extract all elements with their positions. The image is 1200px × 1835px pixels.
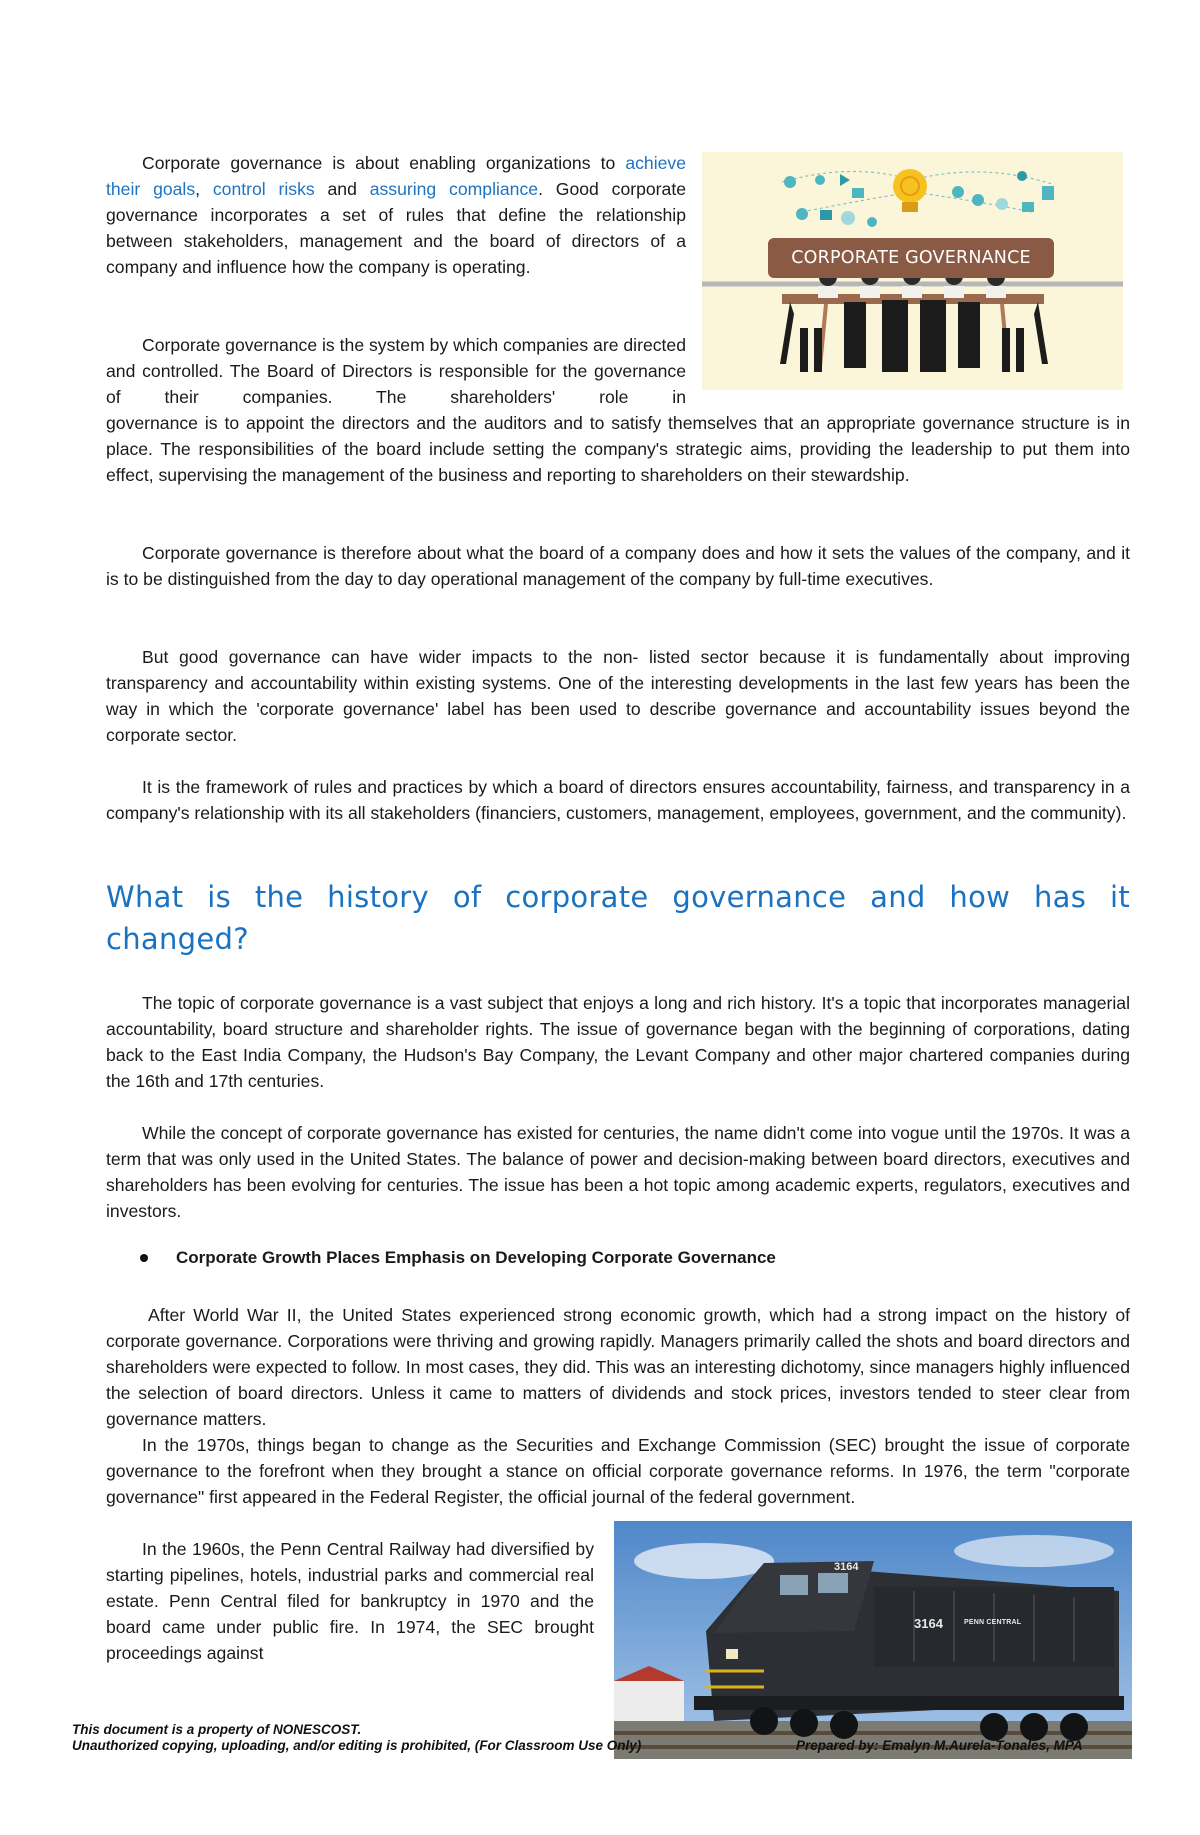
bullet-corporate-growth [136, 1246, 1036, 1270]
link-assuring-compliance[interactable]: assuring compliance [369, 179, 539, 199]
intro-paragraph-5: It is the framework of rules and practices by which a board of directors ensures accountability, fairness, and transparency in a company's relationship with its all stakeholders (financiers, customers, management, employees, government, and the community). [106, 777, 1130, 823]
history-paragraph-2: While the concept of corporate governance has existed for centuries, the name didn't come into vogue until the 1970s. It was a term that was only used in the United States. The balance of power and decision-making between board directors, executives and shareholders has been evolving for centuries. The issue has been a hot topic among academic experts, regulators, executives and investors. [106, 1123, 1130, 1221]
link-achieve-goals[interactable]: achieve their goals [106, 153, 686, 199]
intro-paragraph-3: Corporate governance is therefore about what the board of a company does and how it sets the values of the company, and it is to be distinguished from the day to day operational management of the company by full-time executives. [106, 543, 1130, 589]
bullet-dot-icon [140, 1254, 148, 1262]
link-control-risks[interactable]: control risks [212, 179, 315, 199]
footer-prepared-by: Prepared by: Emalyn M.Aurela-Tonales, MPA [796, 1738, 1083, 1753]
history-paragraph-3: After World War II, the United States experienced strong economic growth, which had a strong impact on the history of corporate governance. Corporations were thriving and growing rapidly. Managers primarily called the shots and board directors and shareholders were expected to follow. In most cases, they did. This was an interesting dichotomy, since managers highly influenced the selection of board directors. Unless it came to matters of dividends and stock prices, investors tended to steer clear from governance matters. [106, 1305, 1130, 1429]
train-number-label: 3164 [834, 1561, 859, 1573]
bullet-heading: Corporate Growth Places Emphasis on Developing Corporate Governance [176, 1248, 776, 1267]
corporate-governance-banner: CORPORATE GOVERNANCE [768, 238, 1054, 278]
footer-line-1: This document is a property of NONESCOST. [72, 1722, 362, 1737]
footer-notice [72, 1722, 712, 1754]
footer-line-2: Unauthorized copying, uploading, and/or editing is prohibited, (For Classroom Use Only) [72, 1738, 642, 1753]
history-paragraph-5: In the 1960s, the Penn Central Railway had diversified by starting pipelines, hotels, industrial parks and commercial real estate. Penn Central filed for bankruptcy in 1970 and the board came under public fire. In 1974, the SEC brought proceedings against [106, 1539, 594, 1663]
history-paragraph-4: In the 1970s, things began to change as the Securities and Exchange Commission (SEC) brought the issue of corporate governance to the forefront when they brought a stance on official corporate governance reforms. In 1976, the term "corporate governance" first appeared in the Federal Register, the official journal of the federal government. [106, 1435, 1130, 1507]
history-paragraph-1: The topic of corporate governance is a vast subject that enjoys a long and rich history. It's a topic that incorporates managerial accountability, board structure and shareholder rights. The issue of governance began with the beginning of corporations, dating back to the East India Company, the Hudson's Bay Company, the Levant Company and other major chartered companies during the 16th and 17th centuries. [106, 993, 1130, 1091]
history-heading: What is the history of corporate governance and how has it changed? [106, 880, 1130, 956]
train-number-side: 3164 [914, 1616, 943, 1631]
penn-central-logo: PENN CENTRAL [964, 1619, 1022, 1626]
intro-paragraph-1: Corporate governance is about enabling organizations to achieve their goals, control risks and assuring compliance. Good corporate governance incorporates a set of rules that define the relationship between stakeholders, management and the board of directors of a company and influence how the company is operating. [106, 153, 686, 277]
intro-paragraph-2-rest: governance is to appoint the directors and the auditors and to satisfy themselves that an appropriate governance structure is in place. The responsibilities of the board include setting the company's strategic aims, providing the leadership to put them into effect, supervising the management of the business and reporting to shareholders on their stewardship. [106, 413, 1130, 485]
intro-paragraph-2-top: Corporate governance is the system by which companies are directed and controlled. The Board of Directors is responsible for the governance of their companies. The shareholders' role in [106, 335, 686, 407]
corporate-governance-illustration [702, 152, 1123, 390]
intro-paragraph-4: But good governance can have wider impacts to the non- listed sector because it is fundamentally about improving transparency and accountability within existing systems. One of the interesting developments in the last few years has been the way in which the 'corporate governance' label has been used to describe governance and accountability issues beyond the corporate sector. [106, 647, 1130, 745]
